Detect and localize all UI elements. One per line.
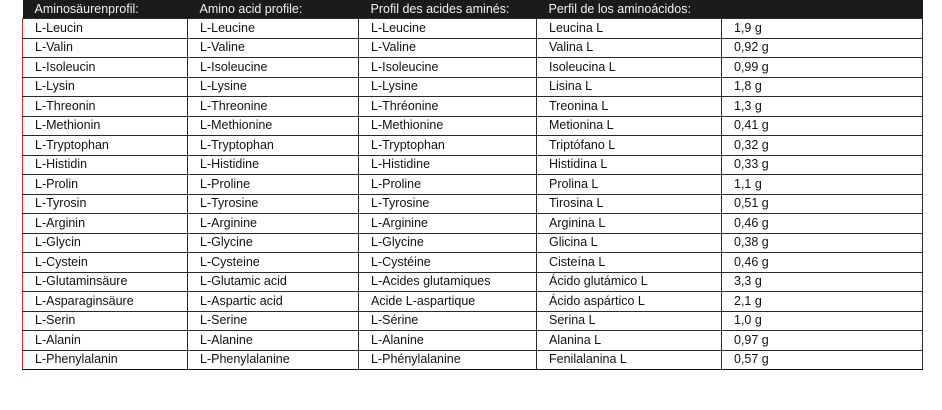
cell-spanish-name: Treonina L [537, 97, 722, 117]
cell-french-name: L-Histidine [359, 155, 537, 175]
cell-amount: 0,97 g [722, 331, 923, 351]
cell-english-name: L-Glutamic acid [188, 272, 359, 292]
cell-french-name: L-Thréonine [359, 97, 537, 117]
cell-french-name: L-Tryptophan [359, 136, 537, 156]
cell-amount: 0,51 g [722, 194, 923, 214]
cell-german-name: L-Glutaminsäure [23, 272, 188, 292]
cell-french-name: L-Acides glutamiques [359, 272, 537, 292]
cell-amount: 0,57 g [722, 350, 923, 370]
header-spanish: Perfil de los aminoácidos: [548, 2, 691, 16]
cell-spanish-name: Alanina L [537, 331, 722, 351]
cell-spanish-name: Isoleucina L [537, 58, 722, 78]
cell-english-name: L-Leucine [188, 19, 359, 39]
amino-acid-table [22, 0, 923, 370]
table-row [23, 38, 923, 58]
table-row [23, 272, 923, 292]
cell-english-name: L-Threonine [188, 97, 359, 117]
cell-spanish-name: Lisina L [537, 77, 722, 97]
cell-german-name: L-Alanin [23, 331, 188, 351]
table-row [23, 77, 923, 97]
table-header [23, 0, 923, 19]
cell-german-name: L-Serin [23, 311, 188, 331]
cell-german-name: L-Phenylalanin [23, 350, 188, 370]
cell-german-name: L-Prolin [23, 175, 188, 195]
cell-english-name: L-Arginine [188, 214, 359, 234]
cell-french-name: L-Tyrosine [359, 194, 537, 214]
table-row [23, 292, 923, 312]
header-english: Amino acid profile: [199, 2, 303, 16]
cell-french-name: L-Methionine [359, 116, 537, 136]
cell-amount: 0,46 g [722, 253, 923, 273]
cell-french-name: L-Phénylalanine [359, 350, 537, 370]
cell-amount: 1,8 g [722, 77, 923, 97]
header-french: Profil des acides aminés: [370, 2, 510, 16]
cell-french-name: Acide L-aspartique [359, 292, 537, 312]
table-body [23, 19, 923, 370]
cell-french-name: L-Glycine [359, 233, 537, 253]
cell-spanish-name: Cisteína L [537, 253, 722, 273]
cell-french-name: L-Leucine [359, 19, 537, 39]
cell-english-name: L-Tryptophan [188, 136, 359, 156]
cell-german-name: L-Histidin [23, 155, 188, 175]
cell-amount: 0,99 g [722, 58, 923, 78]
cell-spanish-name: Ácido glutámico L [537, 272, 722, 292]
cell-german-name: L-Glycin [23, 233, 188, 253]
cell-german-name: L-Threonin [23, 97, 188, 117]
table-row [23, 253, 923, 273]
table-row [23, 311, 923, 331]
cell-spanish-name: Tirosina L [537, 194, 722, 214]
cell-english-name: L-Cysteine [188, 253, 359, 273]
cell-english-name: L-Isoleucine [188, 58, 359, 78]
table-row [23, 155, 923, 175]
cell-spanish-name: Arginina L [537, 214, 722, 234]
cell-english-name: L-Alanine [188, 331, 359, 351]
cell-amount: 1,9 g [722, 19, 923, 39]
cell-german-name: L-Isoleucin [23, 58, 188, 78]
cell-spanish-name: Leucina L [537, 19, 722, 39]
table-row [23, 19, 923, 39]
cell-french-name: L-Sérine [359, 311, 537, 331]
cell-english-name: L-Tyrosine [188, 194, 359, 214]
cell-german-name: L-Tryptophan [23, 136, 188, 156]
table-row [23, 136, 923, 156]
cell-english-name: L-Methionine [188, 116, 359, 136]
header-amount [722, 0, 923, 19]
cell-amount: 1,0 g [722, 311, 923, 331]
cell-french-name: L-Arginine [359, 214, 537, 234]
table-row [23, 58, 923, 78]
cell-amount: 2,1 g [722, 292, 923, 312]
cell-german-name: L-Arginin [23, 214, 188, 234]
table-row [23, 233, 923, 253]
table-row [23, 97, 923, 117]
header-german: Aminosäurenprofil: [34, 2, 139, 16]
cell-spanish-name: Valina L [537, 38, 722, 58]
cell-spanish-name: Histidina L [537, 155, 722, 175]
cell-amount: 3,3 g [722, 272, 923, 292]
cell-english-name: L-Glycine [188, 233, 359, 253]
table-row [23, 116, 923, 136]
cell-french-name: L-Valine [359, 38, 537, 58]
cell-amount: 0,92 g [722, 38, 923, 58]
table-row [23, 350, 923, 370]
amino-acid-table-container [22, 0, 922, 370]
cell-french-name: L-Proline [359, 175, 537, 195]
cell-french-name: L-Cystéine [359, 253, 537, 273]
cell-english-name: L-Valine [188, 38, 359, 58]
cell-spanish-name: Triptófano L [537, 136, 722, 156]
table-row [23, 194, 923, 214]
cell-english-name: L-Histidine [188, 155, 359, 175]
cell-amount: 0,38 g [722, 233, 923, 253]
cell-spanish-name: Serina L [537, 311, 722, 331]
cell-amount: 0,32 g [722, 136, 923, 156]
cell-german-name: L-Valin [23, 38, 188, 58]
cell-german-name: L-Methionin [23, 116, 188, 136]
cell-german-name: L-Asparaginsäure [23, 292, 188, 312]
cell-spanish-name: Prolina L [537, 175, 722, 195]
cell-english-name: L-Proline [188, 175, 359, 195]
cell-english-name: L-Serine [188, 311, 359, 331]
cell-spanish-name: Ácido aspártico L [537, 292, 722, 312]
cell-spanish-name: Metionina L [537, 116, 722, 136]
cell-german-name: L-Tyrosin [23, 194, 188, 214]
cell-amount: 0,41 g [722, 116, 923, 136]
cell-english-name: L-Lysine [188, 77, 359, 97]
cell-amount: 1,1 g [722, 175, 923, 195]
cell-spanish-name: Glicina L [537, 233, 722, 253]
cell-english-name: L-Phenylalanine [188, 350, 359, 370]
table-row [23, 214, 923, 234]
table-row [23, 331, 923, 351]
cell-french-name: L-Lysine [359, 77, 537, 97]
cell-german-name: L-Lysin [23, 77, 188, 97]
cell-french-name: L-Alanine [359, 331, 537, 351]
cell-amount: 0,46 g [722, 214, 923, 234]
cell-spanish-name: Fenilalanina L [537, 350, 722, 370]
cell-amount: 1,3 g [722, 97, 923, 117]
table-row [23, 175, 923, 195]
cell-german-name: L-Leucin [23, 19, 188, 39]
cell-amount: 0,33 g [722, 155, 923, 175]
header-row [23, 0, 923, 19]
cell-english-name: L-Aspartic acid [188, 292, 359, 312]
cell-german-name: L-Cystein [23, 253, 188, 273]
cell-french-name: L-Isoleucine [359, 58, 537, 78]
